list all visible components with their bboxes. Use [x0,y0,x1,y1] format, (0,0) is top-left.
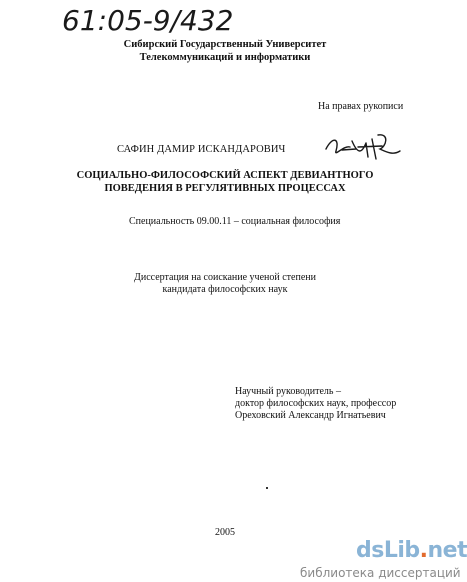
supervisor-block [235,386,396,422]
supervisor-line1: Научный руководитель – [235,386,341,397]
watermark-logo-main: dsLib [356,538,420,563]
author-name: САФИН ДАМИР ИСКАНДАРОВИЧ [117,144,286,155]
university-name-line1: Сибирский Государственный Университет [123,39,327,50]
supervisor-line3: Ореховский Александр Игнатьевич [235,410,386,421]
dissertation-title-line2: ПОВЕДЕНИЯ В РЕГУЛЯТИВНЫХ ПРОЦЕССАХ [104,183,346,194]
handwritten-signature [322,129,402,163]
degree-line2: кандидата философских наук [162,284,288,295]
watermark [300,536,467,582]
supervisor-line2: доктор философских наук, профессор [235,398,397,409]
university-name-line2: Телекоммуникаций и информатики [139,52,311,63]
degree-line1: Диссертация на соискание ученой степени [134,272,316,283]
watermark-logo-dot: . [419,538,428,563]
watermark-logo [356,538,467,563]
watermark-subtitle: библиотека диссертаций [300,566,461,580]
year: 2005 [215,527,235,538]
manuscript-rights-note: На правах рукописи [318,101,404,112]
dissertation-title-line1: СОЦИАЛЬНО-ФИЛОСОФСКИЙ АСПЕКТ ДЕВИАНТНОГО [76,170,374,181]
ink-speck [266,487,268,489]
specialty: Специальность 09.00.11 – социальная философия [129,216,341,227]
archive-number-text: 61:05-9/432 [62,4,234,37]
watermark-logo-tld: net [427,538,467,563]
archive-number-handwritten [60,2,250,38]
